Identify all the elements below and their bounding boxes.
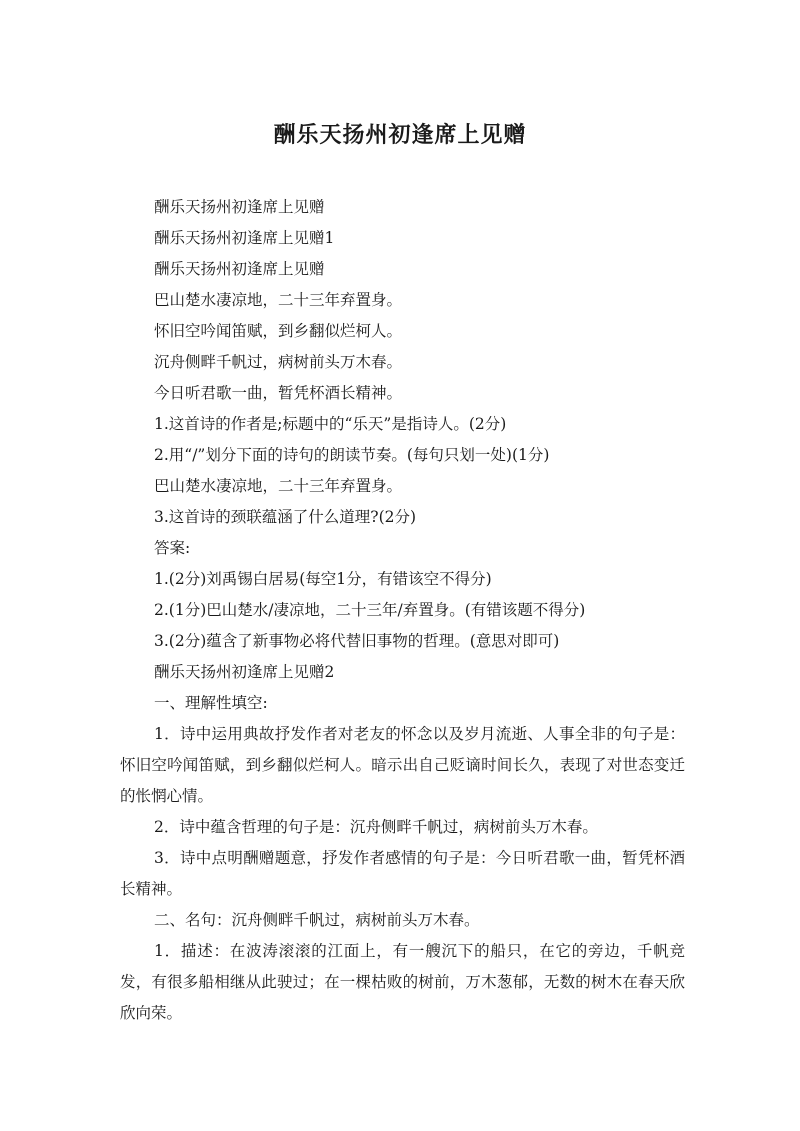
section-heading-2: 酬乐天扬州初逢席上见赠2: [154, 663, 335, 681]
poem-heading: 酬乐天扬州初逢席上见赠: [154, 198, 325, 216]
paragraph-famous-line: 二、名句：沉舟侧畔千帆过，病树前头万木春。: [154, 911, 480, 929]
answer-heading: 答案:: [154, 539, 191, 557]
fill-in-heading: 一、理解性填空:: [154, 694, 268, 712]
question-1: 1.这首诗的作者是;标题中的“乐天”是指诗人。(2分): [154, 415, 507, 433]
paragraph-philosophy: 2．诗中蕴含哲理的句子是：沉舟侧畔千帆过，病树前头万木春。: [154, 818, 598, 836]
question-2-verse: 巴山楚水凄凉地，二十三年弃置身。: [154, 477, 403, 495]
answer-2: 2.(1分)巴山楚水/凄凉地，二十三年/弃置身。(有错该题不得分): [154, 601, 586, 619]
poem-title: 酬乐天扬州初逢席上见赠: [154, 260, 325, 278]
question-2: 2.用“/”划分下面的诗句的朗读节奏。(每句只划一处)(1分): [154, 446, 550, 464]
paragraph-description: 1．描述：在波涛滚滚的江面上，有一艘沉下的船只，在它的旁边，千帆竞发，有很多船相继从此驶过；在一棵枯败的树前，万木葱郁，无数的树木在春天欣欣向荣。: [120, 942, 685, 1022]
document-title: 酬乐天扬州初逢席上见赠: [273, 123, 527, 148]
answer-3: 3.(2分)蕴含了新事物必将代替旧事物的哲理。(意思对即可): [154, 632, 560, 650]
answer-1: 1.(2分)刘禹锡白居易(每空1分，有错该空不得分): [154, 570, 492, 588]
document-body: [120, 192, 685, 1029]
section-heading-1: 酬乐天扬州初逢席上见赠1: [154, 229, 335, 247]
poem-line-4: 今日听君歌一曲，暂凭杯酒长精神。: [154, 384, 403, 402]
poem-line-2: 怀旧空吟闻笛赋，到乡翻似烂柯人。: [154, 322, 403, 340]
paragraph-theme: 3．诗中点明酬赠题意，抒发作者感情的句子是：今日听君歌一曲，暂凭杯酒长精神。: [120, 849, 685, 898]
question-3: 3.这首诗的颈联蕴涵了什么道理?(2分): [154, 508, 417, 526]
paragraph-allusion: 1．诗中运用典故抒发作者对老友的怀念以及岁月流逝、人事全非的句子是：怀旧空吟闻笛赋，到乡翻似烂柯人。暗示出自己贬谪时间长久，表现了对世态变迁的怅惘心情。: [120, 725, 685, 805]
poem-line-3: 沉舟侧畔千帆过，病树前头万木春。: [154, 353, 403, 371]
poem-line-1: 巴山楚水凄凉地，二十三年弃置身。: [154, 291, 403, 309]
